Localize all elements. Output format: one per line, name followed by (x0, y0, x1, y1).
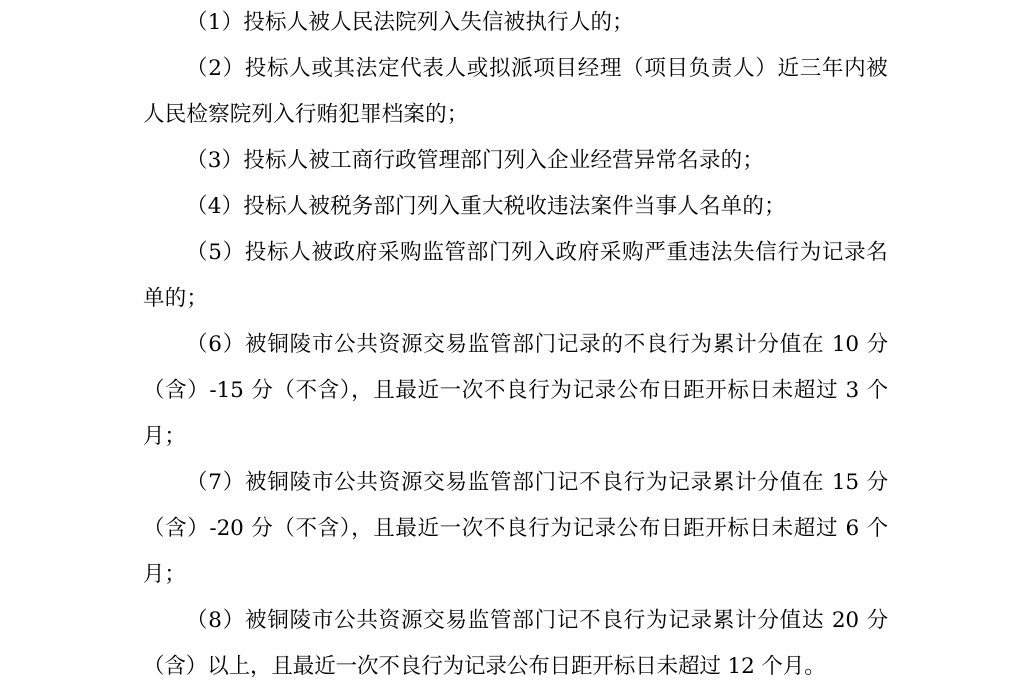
paragraph-4: （4）投标人被税务部门列入重大税收违法案件当事人名单的； (186, 194, 786, 219)
paragraph-7: （7）被铜陵市公共资源交易监管部门记不良行为记录累计分值在 15 分（含）-20 分（不含），且最近一次不良行为记录公布日距开标日未超过 6 个月； (143, 470, 888, 587)
paragraph-3: （3）投标人被工商行政管理部门列入企业经营异常名录的； (186, 148, 765, 173)
document-body (143, 0, 888, 690)
paragraph-5: （5）投标人被政府采购监管部门列入政府采购严重违法失信行为记录名单的； (143, 240, 888, 311)
paragraph-6: （6）被铜陵市公共资源交易监管部门记录的不良行为累计分值在 10 分（含）-15 分（不含），且最近一次不良行为记录公布日距开标日未超过 3 个月； (143, 332, 888, 449)
paragraph-2: （2）投标人或其法定代表人或拟派项目经理（项目负责人）近三年内被人民检察院列入行贿犯罪档案的； (143, 56, 888, 127)
paragraph-8: （8）被铜陵市公共资源交易监管部门记不良行为记录累计分值达 20 分（含）以上，且最近一次不良行为记录公布日距开标日未超过 12 个月。 (143, 608, 888, 679)
paragraph-1: （1）投标人被人民法院列入失信被执行人的； (186, 10, 634, 35)
